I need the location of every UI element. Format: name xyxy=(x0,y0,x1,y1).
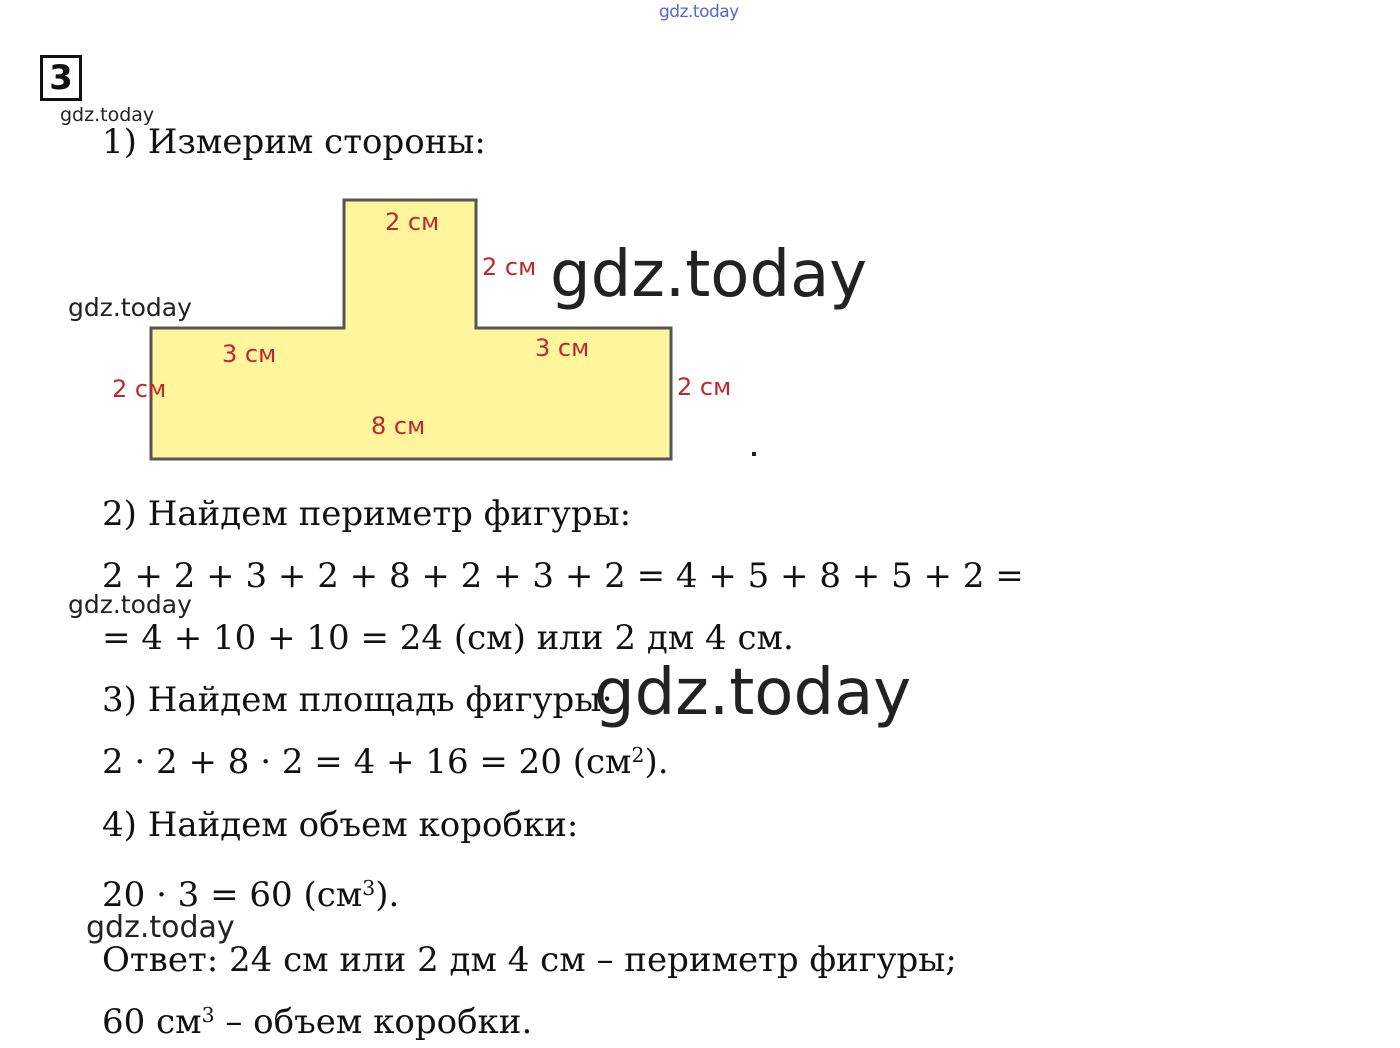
task-number: 3 xyxy=(49,58,73,98)
watermark-small-4: gdz.today xyxy=(86,910,235,945)
volume-tail: ). xyxy=(375,875,400,915)
watermark-large-2: gdz.today xyxy=(594,656,912,730)
volume-line xyxy=(102,875,400,915)
answer-volume-tail: – объем коробки. xyxy=(214,1002,533,1042)
step4-heading: 4) Найдем объем коробки: xyxy=(102,805,579,845)
answer-line-1: Ответ: 24 см или 2 дм 4 см – периметр фигуры; xyxy=(102,940,957,980)
perimeter-line-2: = 4 + 10 + 10 = 24 (см) или 2 дм 4 см. xyxy=(102,618,794,658)
perimeter-line-1: 2 + 2 + 3 + 2 + 8 + 2 + 3 + 2 = 4 + 5 + 8 + 5 + 2 = xyxy=(102,556,1024,596)
answer-line-2 xyxy=(102,1002,533,1042)
stray-dot xyxy=(752,452,756,456)
label-right: 2 см xyxy=(677,373,732,401)
label-bottom: 8 см xyxy=(371,412,426,440)
area-expression: 2 · 2 + 8 · 2 = 4 + 16 = 20 (см xyxy=(102,742,632,782)
label-right-top: 3 см xyxy=(535,334,590,362)
area-exponent: 2 xyxy=(631,742,645,767)
label-left-top: 3 см xyxy=(222,340,277,368)
watermark-small-3: gdz.today xyxy=(68,590,192,619)
volume-exponent: 3 xyxy=(362,875,376,900)
area-tail: ). xyxy=(644,742,669,782)
step2-heading: 2) Найдем периметр фигуры: xyxy=(102,494,632,534)
label-top: 2 см xyxy=(385,208,440,236)
step1-heading: 1) Измерим стороны: xyxy=(102,122,486,162)
answer-exponent: 3 xyxy=(201,1002,215,1027)
watermark-small-2: gdz.today xyxy=(68,293,192,322)
volume-expression: 20 · 3 = 60 (см xyxy=(102,875,363,915)
label-neck-right: 2 см xyxy=(482,253,537,281)
watermark-small-1: gdz.today xyxy=(60,104,155,126)
step3-heading: 3) Найдем площадь фигуры: xyxy=(102,680,613,720)
label-left: 2 см xyxy=(112,375,167,403)
answer-volume: 60 см xyxy=(102,1002,202,1042)
site-watermark-top: gdz.today xyxy=(659,2,739,22)
watermark-large-1: gdz.today xyxy=(550,238,868,312)
area-line xyxy=(102,742,669,782)
